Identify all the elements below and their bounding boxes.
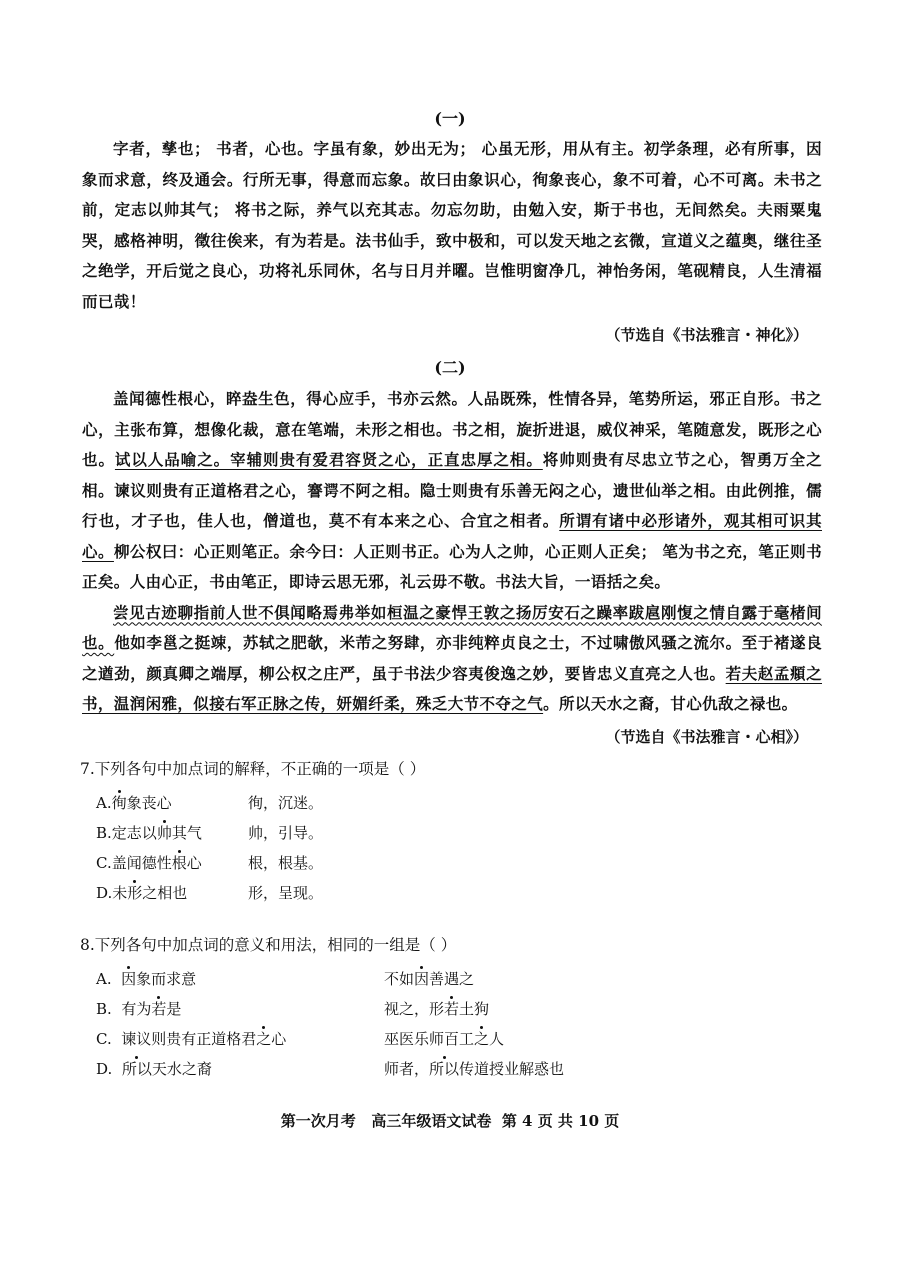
q7-option-d-gloss: 形，呈现。 [248, 884, 324, 902]
wavy-underlined-sentence: 尝见古迹聊指前人世不俱闻略焉弗举如桓温之豪悍王敦之扬厉安石之躁率跋扈刚愎之情自露于毫楮间也。 [82, 602, 822, 652]
section-2-passage [82, 384, 822, 720]
q8-option-c-right: 巫医乐师百工之人 [384, 1030, 505, 1048]
section-2-source: （节选自《书法雅言・心相》） [605, 728, 808, 746]
q8-option-b-right: 视之，形若土狗 [384, 1000, 490, 1018]
q8-option-d-right: 师者，所以传道授业解惑也 [384, 1060, 565, 1078]
p2-text-a: 他如李邕之挺竦，苏轼之肥欹，米芾之努肆，亦非纯粹贞良之士，不过啸傲风骚之流尔。至于褚遂良之遒劲，颜真卿之端厚，柳公权之庄严，虽于书法少容夷俊逸之妙，要皆忠义直亮之人也。 [82, 633, 822, 683]
q7-option-b-gloss: 帅，引导。 [248, 824, 324, 842]
p1-text-b: 将帅则贵有尽忠立节之心，智勇万全之相。谏议则贵有正道格君之心，謇谔不阿之相。隐士则贵有乐善无闷之心，遗世仙举之相。由此例推，儒行也，才子也，佳人也，僧道也，莫不有本来之心、合宜之相者。 [82, 450, 822, 530]
section-1-heading: (一) [434, 109, 466, 128]
dotted-word: 形 [127, 884, 143, 902]
dotted-word: 若 [444, 1000, 460, 1018]
dotted-word: 因 [414, 970, 430, 988]
q7-option-a-gloss: 徇，沉迷。 [248, 794, 324, 812]
q8-option-a-right: 不如因善遇之 [384, 970, 475, 988]
section-1-paragraph: 字者，孳也； 书者，心也。字虽有象，妙出无为； 心虽无形，用从有主。初学条理，必有所事，因象而求意，终及通会。行所无事，得意而忘象。故曰由象识心，徇象丧心，象不可着，心不可离。未书之前，定志以帅其气； 将书之际，养气以充其志。勿忘勿助，由勉入安，斯于书也，无间然矣。夫雨粟鬼哭，感格神明，徵往俟来，有为若是。法书仙手，致中极和，可以发天地之玄微，宣道义之蕴奥，继往圣之绝学，开后觉之良心，功将礼乐同休，名与日月并曜。岂惟明窗净几，神怡务闲，笔砚精良，人生清福而已哉！ [82, 139, 822, 311]
question-8-stem: 8.下列各句中加点词的意义和用法，相同的一组是（ ） [80, 936, 457, 954]
q8-option-c[interactable]: C. 谏议则贵有正道格君之心 [96, 1030, 287, 1048]
dotted-word: 徇 [111, 794, 127, 812]
dotted-word: 之 [474, 1030, 490, 1048]
underlined-sentence-3: 若夫赵孟頫之书，温润闲雅，似接右军正脉之传，妍媚纤柔，殊乏大节不夺之气 [82, 663, 822, 713]
underlined-sentence-1: 试以人品喻之。宰辅则贵有爱君容贤之心，正直忠厚之相。 [114, 450, 543, 469]
q7-option-d[interactable]: D.未形之相也 [96, 884, 188, 902]
question-7-stem: 7.下列各句中加点词的解释，不正确的一项是（ ） [80, 760, 426, 778]
section-1-passage [82, 134, 822, 317]
section-2-heading: (二) [434, 358, 466, 377]
section-1-source: （节选自《书法雅言・神化》） [605, 326, 808, 344]
q7-option-c[interactable]: C.盖闻德性根心 [96, 854, 202, 872]
section-2-paragraph-2 [82, 598, 822, 720]
dotted-word: 若 [151, 1000, 167, 1018]
dotted-word: 所以 [429, 1060, 460, 1078]
q7-option-b[interactable]: B.定志以帅其气 [96, 824, 202, 842]
dotted-word: 因 [121, 970, 137, 988]
page-footer: 第一次月考 高三年级语文试卷 第 4 页 共 10 页 [280, 1112, 620, 1130]
dotted-word: 根 [171, 854, 187, 872]
q7-option-c-gloss: 根，根基。 [248, 854, 324, 872]
dotted-word: 所以 [121, 1060, 152, 1078]
underlined-sentence-2: 所谓有诸中必形诸外，观其相可识其心。 [82, 511, 822, 561]
q8-option-a[interactable]: A. 因象而求意 [96, 970, 197, 988]
q7-option-a[interactable]: A.徇象丧心 [96, 794, 172, 812]
p2-text-b: 。所以天水之裔，甘心仇敌之禄也。 [543, 694, 798, 713]
p1-text-c: 柳公权曰：心正则笔正。余今曰：人正则书正。心为人之帅，心正则人正矣； 笔为书之充，笔正则书正矣。人由心正，书由笔正，即诗云思无邪，礼云毋不敬。书法大旨，一语括之矣。 [82, 541, 822, 591]
q8-option-d[interactable]: D. 所以天水之裔 [96, 1060, 212, 1078]
p1-text-a: 盖闻德性根心，睟盎生色，得心应手，书亦云然。人品既殊，性情各异，笔势所运，邪正自形。书之心，主张布算，想像化裁，意在笔端，未形之相也。书之相，旋折进退，威仪神采，笔随意发，既形之心也。 [82, 389, 822, 469]
dotted-word: 帅 [156, 824, 172, 842]
q8-option-b[interactable]: B. 有为若是 [96, 1000, 182, 1018]
section-2-paragraph-1 [82, 384, 822, 598]
dotted-word: 之 [256, 1030, 272, 1048]
